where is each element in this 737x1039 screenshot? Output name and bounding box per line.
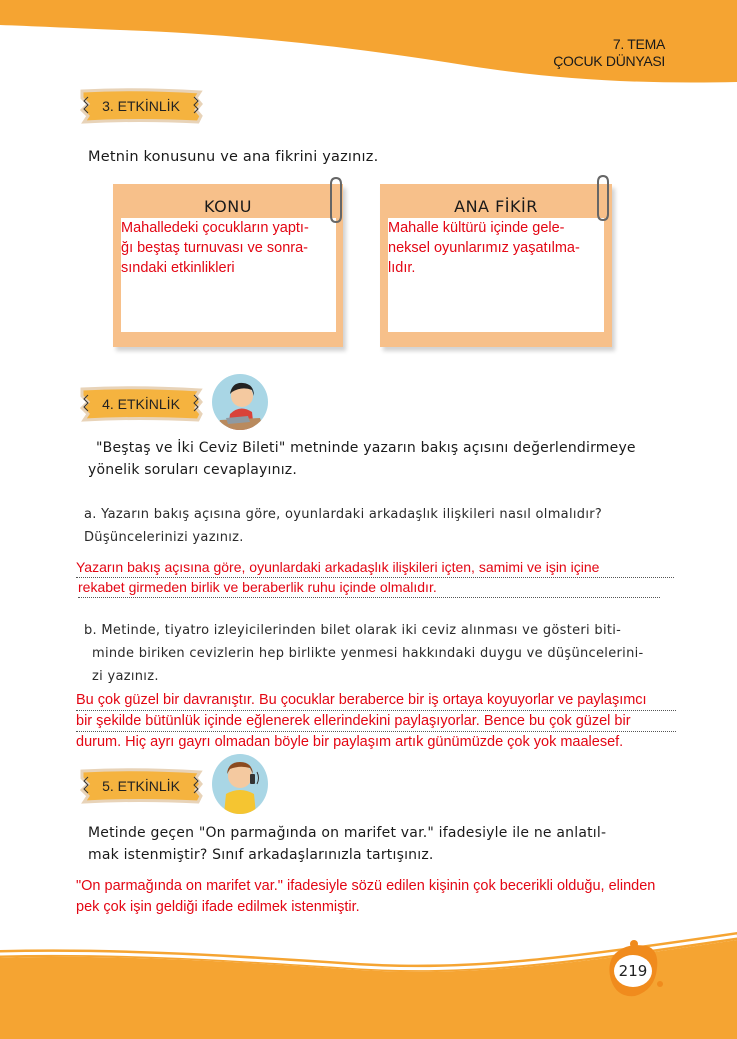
- page-number: 219: [614, 955, 652, 987]
- answer-b-line: bir şekilde bütünlük içinde eğlenerek ellerindekini paylaşıyorlar. Bence bu çok güzel bir: [76, 711, 676, 732]
- question-b-line: b. Metinde, tiyatro izleyicilerinden bilet olarak iki ceviz alınması ve gösteri biti-: [84, 623, 622, 638]
- activity-3-instruction: Metnin konusunu ve ana fikrini yazınız.: [88, 149, 379, 165]
- question-b-line: minde biriken cevizlerin hep birlikte yenmesi hakkındaki duygu ve düşüncelerini-: [92, 646, 644, 661]
- ana-fikir-answer-area: [388, 218, 604, 332]
- konu-answer-area: [121, 218, 336, 332]
- answer-a-line: rekabet girmeden birlik ve beraberlik ruhu içinde olmalıdır.: [78, 578, 660, 598]
- answer-b-line: Bu çok güzel bir davranıştır. Bu çocuklar beraberce bir iş ortaya koyuyorlar ve paylaşımcı: [76, 690, 676, 711]
- ana-fikir-answer-line: lıdır.: [388, 260, 416, 276]
- activity-3-banner: [78, 88, 204, 124]
- ana-fikir-card: [380, 184, 612, 347]
- konu-card: [113, 184, 343, 347]
- answer-a: [76, 558, 676, 598]
- activity-5-label: 5. ETKİNLİK: [102, 778, 180, 794]
- activity-4-label: 4. ETKİNLİK: [102, 396, 180, 412]
- paperclip-icon: [326, 176, 346, 224]
- answer-a-line: Yazarın bakış açısına göre, oyunlardaki arkadaşlık ilişkileri içten, samimi ve işin içine: [76, 558, 674, 578]
- question-a-line: Düşüncelerinizi yazınız.: [84, 530, 244, 545]
- instruction-line: yönelik soruları cevaplayınız.: [88, 462, 297, 478]
- instruction-line: Metinde geçen "On parmağında on marifet var." ifadesiyle ile ne anlatıl-: [88, 825, 607, 841]
- theme-header: [553, 36, 665, 70]
- instruction-line: mak istenmiştir? Sınıf arkadaşlarınızla tartışınız.: [88, 847, 434, 863]
- question-a-line: a. Yazarın bakış açısına göre, oyunlardaki arkadaşlık ilişkileri nasıl olmalıdır?: [84, 507, 603, 522]
- instruction-line: "Beştaş ve İki Ceviz Bileti" metninde yazarın bakış açısını değerlendirmeye: [96, 440, 636, 456]
- konu-answer-line: Mahalledeki çocukların yaptı-: [121, 220, 309, 236]
- ana-fikir-answer-line: Mahalle kültürü içinde gele-: [388, 220, 565, 236]
- answer-line: "On parmağında on marifet var." ifadesiyle sözü edilen kişinin çok becerikli olduğu, elinden: [76, 878, 656, 894]
- activity-5-answer: [76, 876, 736, 918]
- question-b-line: zi yazınız.: [92, 669, 159, 684]
- ana-fikir-title: ANA FİKİR: [454, 197, 538, 216]
- boy-on-phone-illustration: [212, 754, 268, 814]
- konu-answer-line: sındaki etkinlikleri: [121, 260, 235, 276]
- answer-b-line: durum. Hiç ayrı gayrı olmadan böyle bir paylaşım artık günümüzde çok yok maalesef.: [76, 734, 624, 750]
- question-a: [84, 503, 602, 549]
- ana-fikir-answer-line: neksel oyunlarımız yaşatılma-: [388, 240, 580, 256]
- answer-b: [76, 690, 736, 752]
- activity-4-instruction: [88, 437, 636, 481]
- theme-number: 7. TEMA: [612, 36, 665, 52]
- question-b: [84, 619, 644, 688]
- girl-writing-illustration: [212, 374, 268, 430]
- paperclip-icon: [593, 174, 613, 222]
- theme-name: ÇOCUK DÜNYASI: [553, 53, 665, 69]
- konu-title: KONU: [204, 197, 252, 216]
- answer-line: pek çok işin geldiği ifade edilmek istenmiştir.: [76, 899, 360, 915]
- activity-3-label: 3. ETKİNLİK: [102, 98, 180, 114]
- activity-5-banner: [78, 768, 204, 804]
- activity-4-banner: [78, 386, 204, 422]
- konu-answer-line: ğı beştaş turnuvası ve sonra-: [121, 240, 308, 256]
- activity-5-instruction: [88, 822, 606, 866]
